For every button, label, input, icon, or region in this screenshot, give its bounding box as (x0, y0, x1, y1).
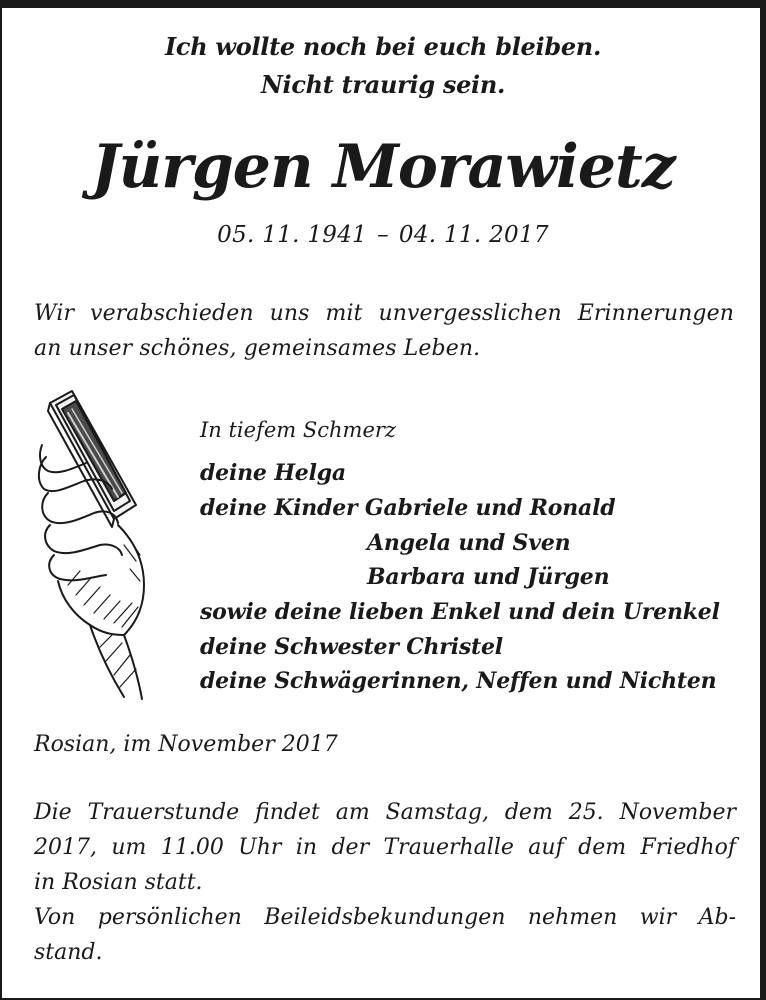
mourner-line: Angela und Sven (367, 530, 571, 556)
intro-line-1: Wir verabschieden uns mit unvergesslichen Erinnerungen (34, 301, 734, 326)
service-line: Von persönlichen Beileidsbekundungen nehmen wir Ab- (34, 905, 736, 930)
life-dates (0, 222, 766, 248)
deceased-name: Jürgen Morawietz (91, 132, 675, 202)
motto-line-2: Nicht traurig sein. (260, 70, 506, 99)
mourner-line: deine Helga (200, 460, 346, 486)
service-line: Die Trauerstunde findet am Samstag, dem 25. November (34, 800, 736, 825)
birth-date: 05. 11. 1941 (217, 222, 368, 248)
service-line: in Rosian statt. (34, 870, 203, 895)
mourner-line: deine Schwester Christel (200, 634, 503, 660)
intro-line-2: an unser schönes, gemeinsames Leben. (34, 336, 481, 361)
service-line: 2017, um 11.00 Uhr in der Trauerhalle auf dem Friedhof (34, 835, 736, 860)
place-and-date: Rosian, im November 2017 (34, 732, 338, 757)
death-date: 04. 11. 2017 (398, 222, 549, 248)
mourner-line: deine Kinder Gabriele und Ronald (200, 495, 616, 521)
hand-holding-harmonica-icon (28, 385, 158, 705)
date-separator: – (377, 222, 389, 248)
mourner-line: deine Schwägerinnen, Neffen und Nichten (200, 668, 717, 694)
mourning-heading: In tiefem Schmerz (200, 418, 396, 442)
mourner-line: Barbara und Jürgen (367, 564, 610, 590)
service-line: stand. (34, 940, 103, 965)
mourner-line: sowie deine lieben Enkel und dein Urenkel (200, 599, 720, 625)
motto-line-1: Ich wollte noch bei euch bleiben. (164, 32, 602, 61)
